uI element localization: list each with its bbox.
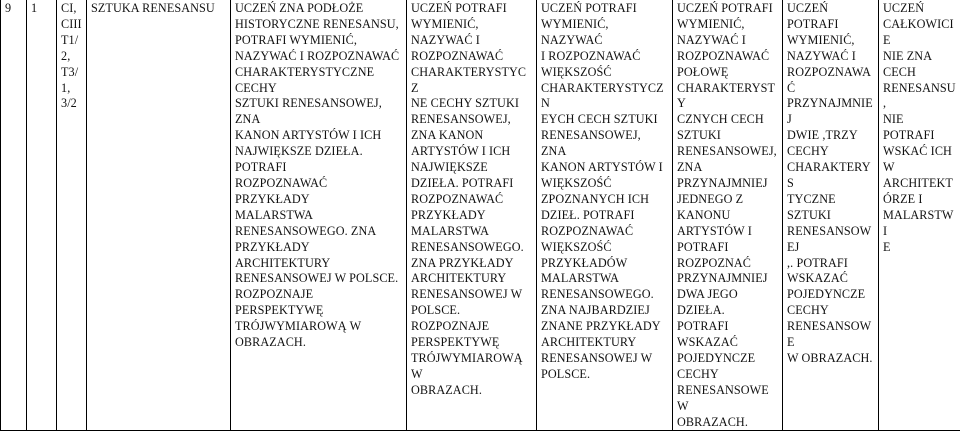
grade-3-criteria-cell: UCZEŃ POTRAFI WYMIENIĆ, NAZYWAĆ I ROZPOZNAWAĆ POŁOWĘ CHARAKTERYSTY CZNYCH CECH SZTUKI RENESANSOWEJ, ZNA PRZYNAJMNIEJ JEDNEGO Z KANONU ARTYSTÓW I POTRAFI ROZPOZNAĆ PRZYNAJMNIEJ DWA JEGO DZIEŁA. POTRAFI WSKAZAĆ POJEDYNCZE CECHY RENESANSOWE W OBRAZACH. [673,0,783,431]
grade-4-criteria-cell: UCZEŃ POTRAFI WYMIENIĆ, NAZYWAĆ I ROZPOZNAWAĆ WIĘKSZOŚĆ CHARAKTERYSTYCZN EYCH CECH SZTUKI RENESANSOWEJ, ZNA KANON ARTYSTÓW I WIĘKSZOŚĆ ZPOZNANYCH ICH DZIEŁ. POTRAFI ROZPOZNAWAĆ WIĘKSZOŚĆ PRZYKŁADÓW MALARSTWA RENESANSOWEGO. ZNA NAJBARDZIEJ ZNANE PRZYKŁADY ARCHITEKTURY RENESANSOWEJ W POLSCE. [537,0,673,431]
curriculum-codes-cell: CI, CIII T1/2, T3/1, 3/2 [57,0,87,431]
grade-1-criteria-cell: UCZEŃ CAŁKOWICIE NIE ZNA CECH RENESANSU, NIE POTRAFI WSKAĆ ICH W ARCHITEKT ÓRZE I MALARSTWI E [879,0,960,431]
topic-cell: SZTUKA RENESANSU [87,0,231,431]
grade-6-criteria-cell: UCZEŃ ZNA PODŁOŻE HISTORYCZNE RENESANSU, POTRAFI WYMIENIĆ, NAZYWAĆ I ROZPOZNAWAĆ CHARAKTERYSTYCZNE CECHY SZTUKI RENESANSOWEJ, ZNA KANON ARTYSTÓW I ICH NAJWIĘKSZE DZIEŁA. POTRAFI ROZPOZNAWAĆ PRZYKŁADY MALARSTWA RENESANSOWEGO. ZNA PRZYKŁADY ARCHITEKTURY RENESANSOWEJ W POLSCE. ROZPOZNAJE PERSPEKTYWĘ TRÓJWYMIAROWĄ W OBRAZACH. [231,0,407,431]
hours-cell: 1 [27,0,57,431]
grade-5-criteria-cell: UCZEŃ POTRAFI WYMIENIĆ, NAZYWAĆ I ROZPOZNAWAĆ CHARAKTERYSTYCZ NE CECHY SZTUKI RENESANSOWEJ, ZNA KANON ARTYSTÓW I ICH NAJWIĘKSZE DZIEŁA. POTRAFI ROZPOZNAWAĆ PRZYKŁADY MALARSTWA RENESANSOWEGO. ZNA PRZYKŁADY ARCHITEKTURY RENESANSOWEJ W POLSCE. ROZPOZNAJE PERSPEKTYWĘ TRÓJWYMIAROWĄ W OBRAZACH. [407,0,537,431]
table-row [1,0,960,431]
grade-2-criteria-cell: UCZEŃ POTRAFI WYMIENIĆ, NAZYWAĆ I ROZPOZNAWAĆ PRZYNAJMNIEJ DWIE ,TRZY CECHY CHARAKTERYS TYCZNE SZTUKI RENESANSOWEJ ,. POTRAFI WSKAZAĆ POJEDYNCZE CECHY RENESANSOWE W OBRAZACH. [783,0,879,431]
lesson-number-cell: 9 [1,0,27,431]
